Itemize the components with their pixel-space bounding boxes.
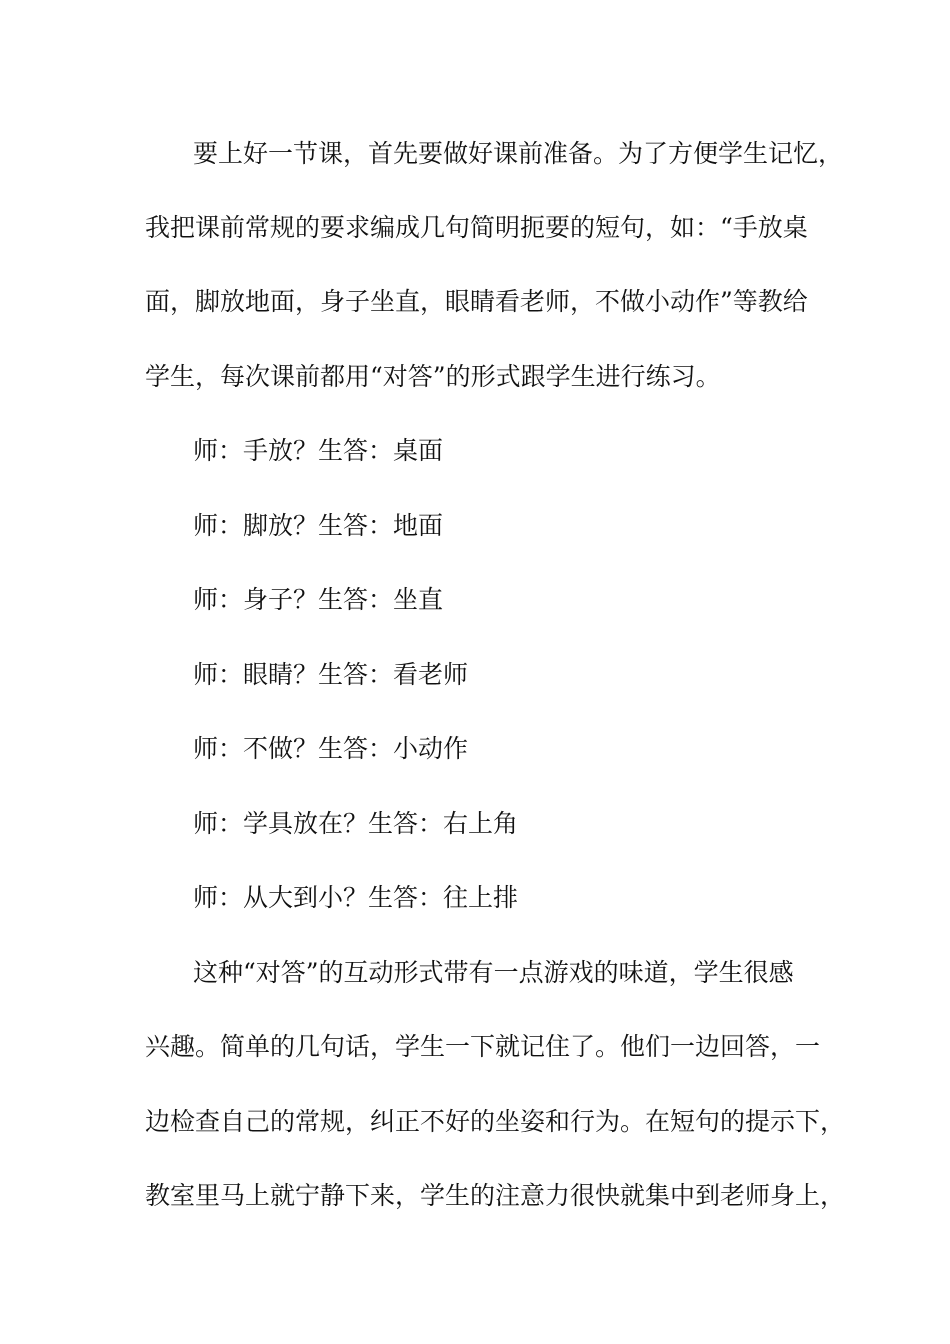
paragraph-2-line-4: 教室里马上就宁静下来，学生的注意力很快就集中到老师身上， xyxy=(145,1181,846,1210)
dialogue-line-supplies: 师：学具放在？生答：右上角 xyxy=(193,809,519,838)
dialogue-line-order: 师：从大到小？生答：往上排 xyxy=(193,883,519,912)
paragraph-1-line-2: 我把课前常规的要求编成几句简明扼要的短句，如：“手放桌 xyxy=(145,213,808,242)
paragraph-2-line-1: 这种“对答”的互动形式带有一点游戏的味道，学生很感 xyxy=(193,958,794,987)
dialogue-line-no-moves: 师：不做？生答：小动作 xyxy=(193,734,469,763)
dialogue-line-hands: 师：手放？生答：桌面 xyxy=(193,436,444,465)
dialogue-line-feet: 师：脚放？生答：地面 xyxy=(193,511,444,540)
dialogue-line-body: 师：身子？生答：坐直 xyxy=(193,585,444,614)
paragraph-1-line-1: 要上好一节课，首先要做好课前准备。为了方便学生记忆， xyxy=(193,139,844,168)
paragraph-2-line-3: 边检查自己的常规，纠正不好的坐姿和行为。在短句的提示下， xyxy=(145,1107,846,1136)
paragraph-1-line-3: 面，脚放地面，身子坐直，眼睛看老师，不做小动作”等教给 xyxy=(145,287,808,316)
dialogue-line-eyes: 师：眼睛？生答：看老师 xyxy=(193,660,469,689)
paragraph-1-line-4: 学生，每次课前都用“对答”的形式跟学生进行练习。 xyxy=(145,362,721,391)
paragraph-2-line-2: 兴趣。简单的几句话，学生一下就记住了。他们一边回答，一 xyxy=(145,1032,821,1061)
